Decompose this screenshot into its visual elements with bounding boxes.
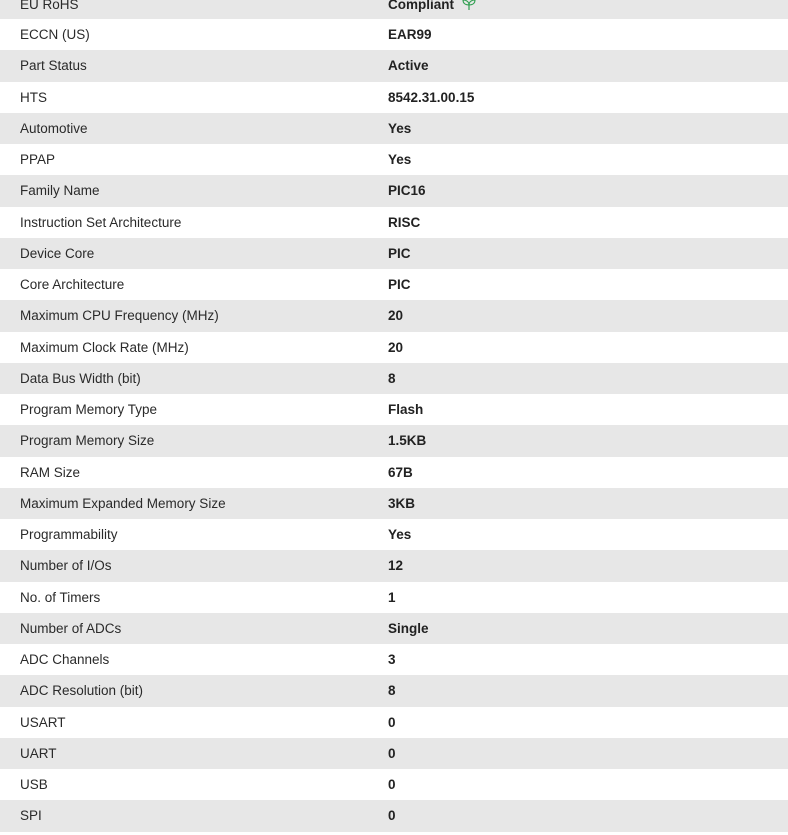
spec-row (0, 675, 788, 706)
spec-label: Program Memory Size (20, 433, 155, 449)
spec-label: Programmability (20, 527, 118, 543)
spec-row (0, 769, 788, 800)
spec-value: 20 (388, 308, 404, 324)
spec-label: Number of ADCs (20, 620, 122, 636)
spec-value-text: Compliant (388, 0, 454, 12)
spec-value: Flash (388, 402, 424, 418)
spec-row (0, 332, 788, 363)
spec-row (0, 113, 788, 144)
spec-row (0, 50, 788, 81)
spec-value: Yes (388, 120, 412, 136)
spec-label: Maximum Expanded Memory Size (20, 495, 226, 511)
spec-value: PIC (388, 245, 411, 261)
spec-value: 20 (388, 339, 404, 355)
spec-value: PIC (388, 277, 411, 293)
spec-row (0, 800, 788, 831)
spec-row (0, 707, 788, 738)
spec-value: Single (388, 620, 429, 636)
spec-value: Active (388, 58, 429, 74)
spec-label: USART (20, 714, 66, 730)
spec-value: EAR99 (388, 27, 432, 43)
spec-row (0, 175, 788, 206)
spec-row (0, 207, 788, 238)
spec-label: Data Bus Width (bit) (20, 370, 141, 386)
spec-value: 1.5KB (388, 433, 427, 449)
leaf-icon (462, 0, 476, 11)
spec-label: No. of Timers (20, 589, 101, 605)
spec-row (0, 613, 788, 644)
spec-value: 12 (388, 558, 404, 574)
spec-label: HTS (20, 89, 47, 105)
spec-value: 8542.31.00.15 (388, 89, 475, 105)
spec-label: UART (20, 745, 57, 761)
spec-value: RISC (388, 214, 421, 230)
spec-value: 0 (388, 745, 396, 761)
spec-row (0, 394, 788, 425)
spec-label: Device Core (20, 245, 95, 261)
spec-value: 3KB (388, 495, 416, 511)
spec-label: Family Name (20, 183, 100, 199)
spec-row (0, 363, 788, 394)
spec-label: RAM Size (20, 464, 81, 480)
spec-row (0, 19, 788, 50)
spec-row (0, 550, 788, 581)
spec-value (388, 0, 788, 12)
spec-row (0, 738, 788, 769)
spec-value: Yes (388, 152, 412, 168)
spec-label: Automotive (20, 120, 88, 136)
spec-label: EU RoHS (20, 0, 79, 12)
spec-label: Part Status (20, 58, 87, 74)
spec-row-eu-rohs (0, 0, 788, 19)
spec-label: PPAP (20, 152, 56, 168)
spec-row (0, 519, 788, 550)
spec-row (0, 488, 788, 519)
spec-row (0, 425, 788, 456)
spec-row (0, 300, 788, 331)
spec-label: Program Memory Type (20, 402, 158, 418)
spec-label: ADC Channels (20, 652, 110, 668)
spec-value: 3 (388, 652, 396, 668)
spec-row (0, 269, 788, 300)
spec-label: Number of I/Os (20, 558, 112, 574)
spec-value: 1 (388, 589, 396, 605)
spec-value: 0 (388, 808, 396, 824)
spec-row (0, 82, 788, 113)
spec-label: ADC Resolution (bit) (20, 683, 144, 699)
spec-value: 0 (388, 777, 396, 793)
spec-value: PIC16 (388, 183, 426, 199)
spec-label: SPI (20, 808, 42, 824)
spec-row (0, 457, 788, 488)
spec-row (0, 144, 788, 175)
spec-value: 0 (388, 714, 396, 730)
spec-value: 8 (388, 370, 396, 386)
spec-row (0, 582, 788, 613)
spec-label: USB (20, 777, 48, 793)
spec-value: 67B (388, 464, 413, 480)
spec-row (0, 238, 788, 269)
spec-label: ECCN (US) (20, 27, 90, 43)
spec-value: Yes (388, 527, 412, 543)
spec-row (0, 644, 788, 675)
spec-label: Maximum Clock Rate (MHz) (20, 339, 189, 355)
spec-label: Instruction Set Architecture (20, 214, 182, 230)
spec-label: Core Architecture (20, 277, 125, 293)
spec-label: Maximum CPU Frequency (MHz) (20, 308, 219, 324)
spec-value: 8 (388, 683, 396, 699)
